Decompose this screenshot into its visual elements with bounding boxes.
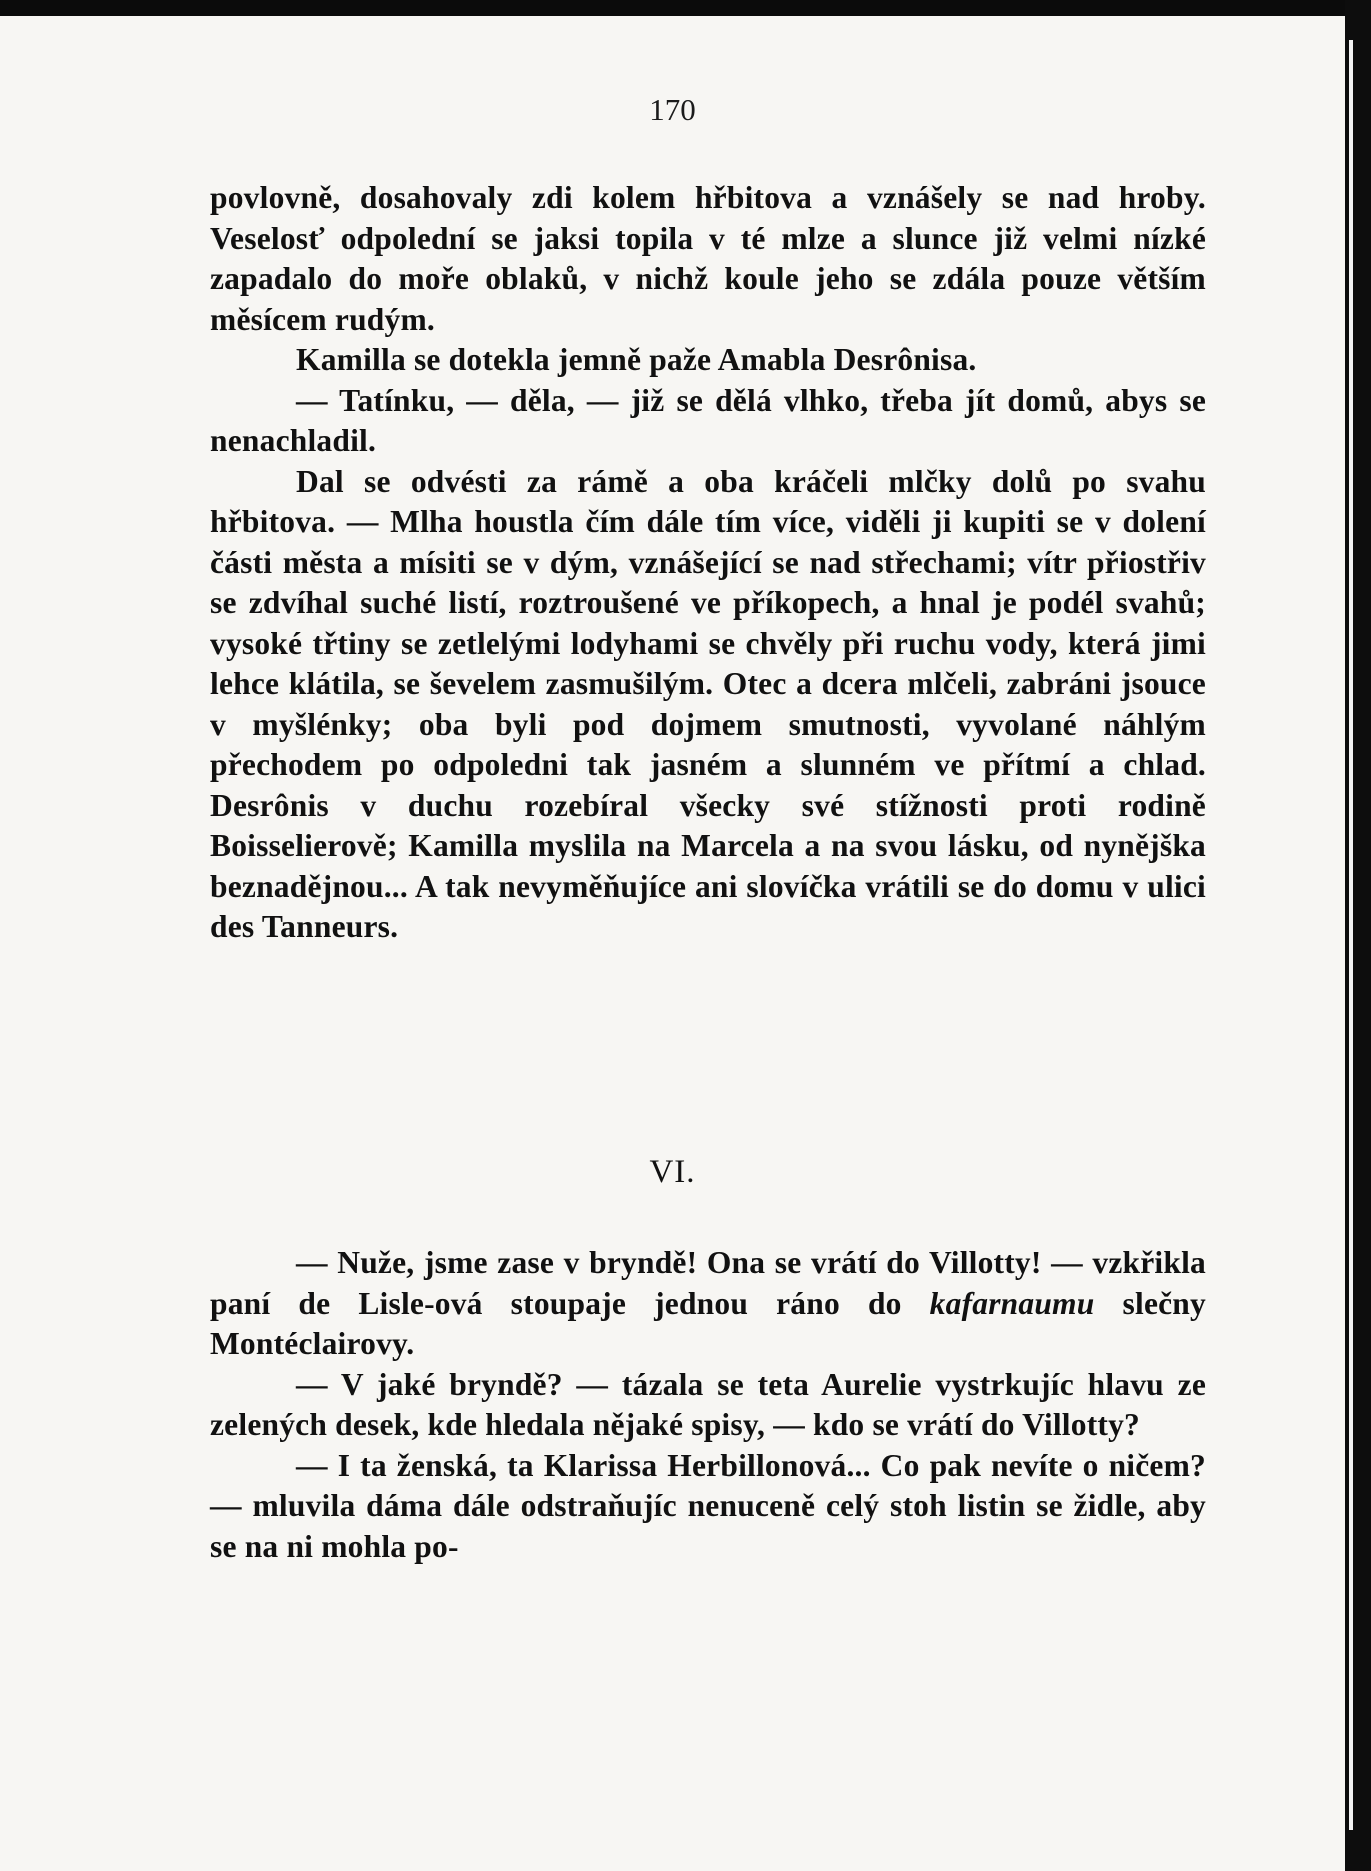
chapter-heading: VI. bbox=[649, 1154, 696, 1190]
paragraph: — V jaké bryndě? — tázala se teta Aurelie vystrkujíc hlavu ze zelených desek, kde hledala nějaké spisy, — kdo se vrátí do Villotty? bbox=[210, 1366, 1206, 1442]
paragraph: Dal se odvésti za rámě a oba kráčeli mlčky dolů po svahu hřbitova. — Mlha houstla čím dále tím více, viděli ji kupiti se v dolení části města a mísiti se v dým, vznášející se nad střechami; vítr přiostřiv se zdvíhal suché listí, roztroušené ve příkopech, a hnal je podél svahů; vysoké třtiny se zetlelými lodyhami se chvěly při ruchu vody, která jimi lehce klátila, se ševelem zasmušilým. Otec a dcera mlčeli, zabráni jsouce v myšlénky; oba byli pod dojmem smutnosti, vyvolané náhlým přechodem po odpoledni tak jasném a slunném ve přítmí a chlad. Desrônis v duchu rozebíral všecky své stížnosti proti rodině Boisselierově; Kamilla myslila na Marcela a na svou lásku, od nynějška beznadějnou... A tak nevyměňujíce ani slovíčka vrátili se do domu v ulici des Tanneurs. bbox=[210, 463, 1206, 944]
italic-word: kafarnaumu bbox=[929, 1285, 1095, 1321]
paragraph: — I ta ženská, ta Klarissa Herbillonová... Co pak nevíte o ničem? — mluvila dáma dále odstraňujíc nenuceně celý stoh listin se židle, aby se na ni mohla po- bbox=[210, 1447, 1206, 1564]
page-edge-line bbox=[1349, 40, 1353, 1830]
scan-top-border bbox=[0, 0, 1371, 16]
page-number: 170 bbox=[649, 92, 696, 127]
paragraph: povlovně, dosahovaly zdi kolem hřbitova a vznášely se nad hroby. Veselosť odpolední se jaksi topila v té mlze a slunce již velmi nízké zapadalo do moře oblaků, v nichž koule jeho se zdála pouze větším měsícem rudým. bbox=[210, 180, 1206, 337]
paragraph-text: — Nuže, jsme zase v bryndě! Ona se vrátí do Villotty! — vzkřikla paní de Lisle-ová stoupaje jednou ráno do bbox=[210, 1245, 1206, 1321]
paragraph bbox=[210, 1243, 1206, 1365]
text-section-one bbox=[210, 178, 1206, 948]
text-section-two bbox=[210, 1243, 1206, 1567]
paragraph: — Tatínku, — děla, — již se dělá vlhko, třeba jít domů, abys se nenachladil. bbox=[210, 382, 1206, 458]
paragraph: Kamilla se dotekla jemně paže Amabla Desrônisa. bbox=[296, 342, 977, 377]
paragraph-text: slečny Montéclairovy. bbox=[210, 1285, 1206, 1361]
